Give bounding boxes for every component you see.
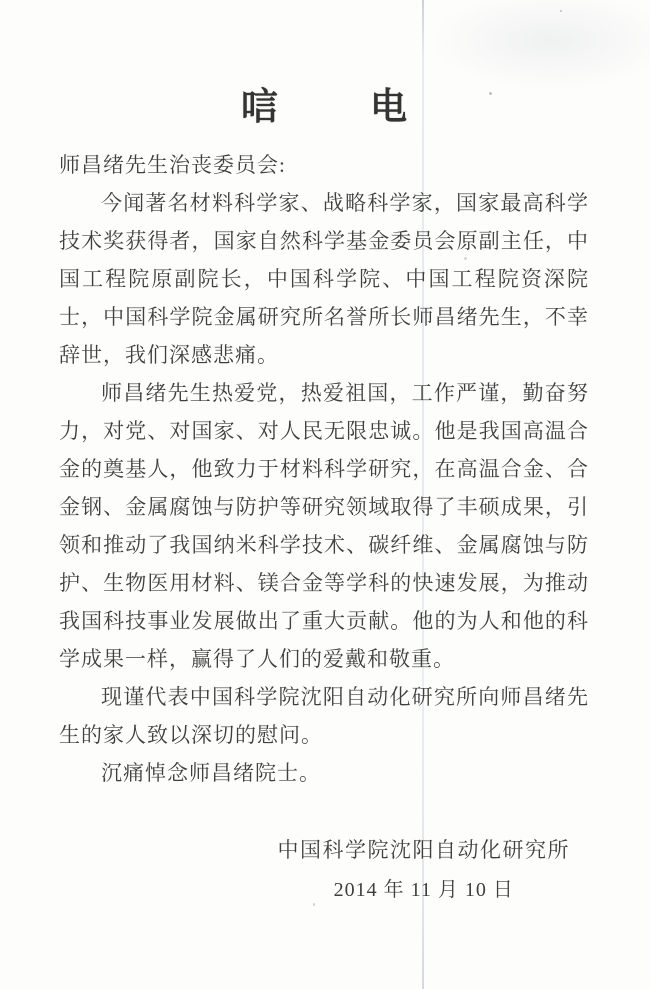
letter-body: [59, 86, 589, 910]
salutation-line: 师昌绪先生治丧委员会:: [59, 153, 286, 177]
title-char-yan: 唁: [241, 87, 278, 128]
signature-organization: 中国科学院沈阳自动化研究所: [277, 838, 570, 862]
body-paragraph-4: 沉痛悼念师昌绪院士。: [101, 761, 321, 785]
title-char-dian: 电: [370, 87, 407, 128]
body-paragraph-1: 今闻著名材料科学家、战略科学家，国家最高科学技术奖获得者，国家自然科学基金委员会原副主任，中国工程院原副院长，中国科学院、中国工程院资深院士，中国科学院金属研究所名誉所长师昌绪先生，不幸辞世，我们深感悲痛。: [59, 191, 589, 367]
scan-smudge-artifact: [430, 0, 650, 90]
letter-title: [59, 86, 589, 130]
body-paragraph-3: 现谨代表中国科学院沈阳自动化研究所向师昌绪先生的家人致以深切的慰问。: [59, 685, 589, 747]
scan-speck: [560, 10, 562, 12]
signature-block: [278, 830, 571, 910]
signature-date: 2014 年 11 月 10 日: [333, 879, 514, 901]
body-paragraph-2: 师昌绪先生热爱党，热爱祖国，工作严谨，勤奋努力，对党、对国家、对人民无限忠诚。他是我国高温合金的奠基人，他致力于材料科学研究，在高温合金、合金钢、金属腐蚀与防护等研究领域取得了丰硕成果，引领和推动了我国纳米科学技术、碳纤维、金属腐蚀与防护、生物医用材料、镁合金等学科的快速发展，为推动我国科技事业发展做出了重大贡献。他的为人和他的科学成果一样，赢得了人们的爱戴和敬重。: [59, 381, 589, 671]
